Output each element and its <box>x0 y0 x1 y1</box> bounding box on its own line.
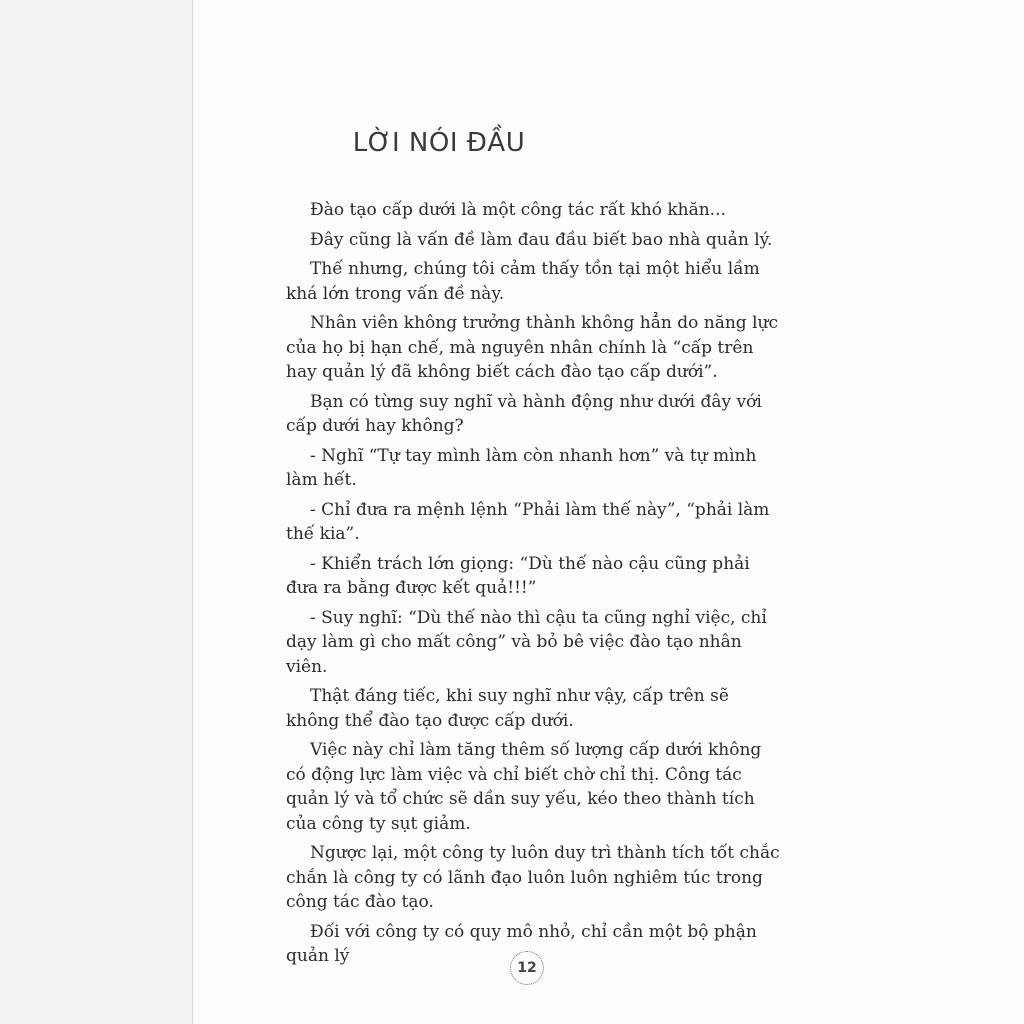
list-item: - Khiển trách lớn giọng: “Dù thế nào cậu cũng phải đưa ra bằng được kết quả!!!” <box>286 553 750 598</box>
page-number: 12 <box>510 951 544 985</box>
list-item: - Nghĩ “Tự tay mình làm còn nhanh hơn” và tự mình làm hết. <box>286 445 757 490</box>
list-item: - Chỉ đưa ra mệnh lệnh “Phải làm thế này”, “phải làm thế kia”. <box>286 499 770 544</box>
paragraph: Đào tạo cấp dưới là một công tác rất khó khăn... <box>310 200 726 220</box>
paragraph: Đối với công ty có quy mô nhỏ, chỉ cần một bộ phận quản lý <box>286 921 757 966</box>
paragraph: Bạn có từng suy nghĩ và hành động như dưới đây với cấp dưới hay không? <box>286 391 762 436</box>
paragraph: Thật đáng tiếc, khi suy nghĩ như vậy, cấp trên sẽ không thể đào tạo được cấp dưới. <box>286 686 729 731</box>
paragraph: Thế nhưng, chúng tôi cảm thấy tồn tại một hiểu lầm khá lớn trong vấn đề này. <box>286 259 760 304</box>
paragraph: Đây cũng là vấn đề làm đau đầu biết bao nhà quản lý. <box>310 229 773 250</box>
paragraph: Việc này chỉ làm tăng thêm số lượng cấp dưới không có động lực làm việc và chỉ biết chờ chỉ thị. Công tác quản lý và tổ chức sẽ dần suy yếu, kéo theo thành tích của công ty sụt giảm. <box>286 740 762 834</box>
list-item: - Suy nghĩ: “Dù thế nào thì cậu ta cũng nghỉ việc, chỉ dạy làm gì cho mất công” và bỏ bê việc đào tạo nhân viên. <box>286 607 767 677</box>
chapter-heading: LỜI NÓI ĐẦU <box>352 128 526 158</box>
paragraph: Ngược lại, một công ty luôn duy trì thành tích tốt chắc chắn là công ty có lãnh đạo luôn luôn nghiêm túc trong công tác đào tạo. <box>286 843 780 912</box>
paragraph: Nhân viên không trưởng thành không hẳn do năng lực của họ bị hạn chế, mà nguyên nhân chính là “cấp trên hay quản lý đã không biết cách đào tạo cấp dưới”. <box>286 313 778 382</box>
body-text <box>286 198 786 974</box>
